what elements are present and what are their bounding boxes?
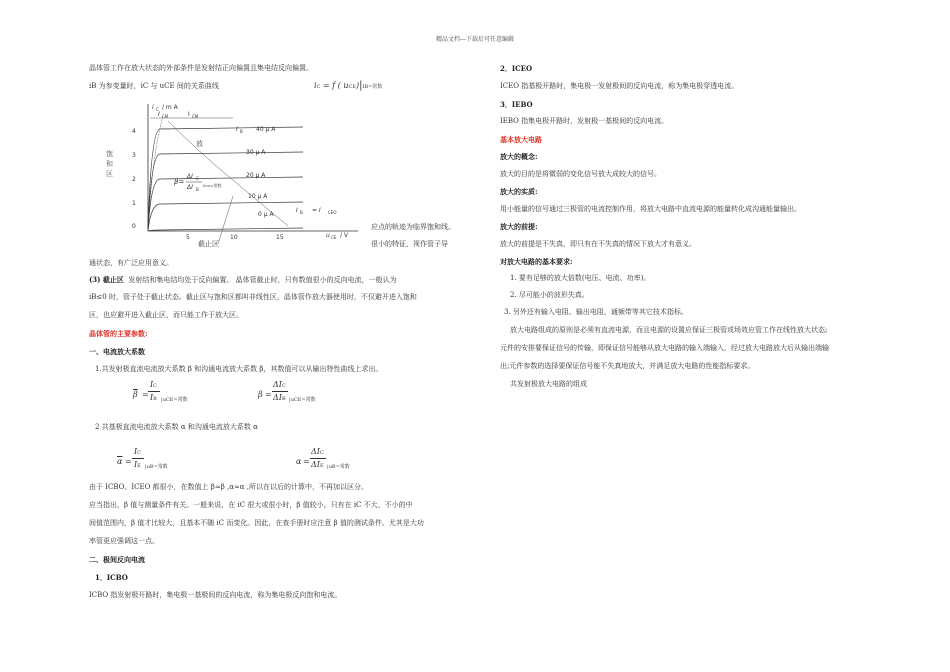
icm-label: I — [158, 111, 160, 118]
frac-sub: C — [153, 383, 157, 389]
paragraph-fragment: 应点的轨迹为临界饱和线。 — [371, 223, 455, 231]
alpha-symbol: $\overline{\alpha}$ — [117, 457, 123, 466]
output-formula: iC = f ( uCE)|IB=常数 — [314, 80, 383, 91]
cond-sub: B — [331, 464, 336, 470]
formula-sub: =常数 — [368, 84, 383, 90]
section-heading: 二、极间反向电流 — [89, 555, 145, 564]
fraction-bar — [148, 391, 160, 392]
formula-symbol: i — [314, 81, 317, 90]
frac-sub: B — [153, 396, 157, 402]
x-tick: 15 — [276, 234, 284, 241]
frac-num: ΔI — [273, 380, 282, 389]
cond: u — [328, 464, 332, 470]
iceo-label: I — [296, 207, 298, 214]
fraction-bar — [272, 391, 288, 392]
paragraph: 区，也应避开进入截止区，而只能工作于放大区。 — [89, 311, 243, 319]
paragraph: 元件的安排要保证信号的传输，即保证信号能够从放大电路的输入端输入，经过放大电路放大后从输出端输 — [500, 344, 829, 352]
section-heading: 放大的前提: — [500, 222, 538, 231]
paragraph: 用小能量的信号通过三极管的电流控制作用，将放大电路中直流电源的能量转化成沟通能量输出。 — [500, 205, 801, 213]
paragraph: 间值范围内，β 值才比较大，且基本不随 iC 而变化。因此，在查手册时应注意 β 值的测试条件。尤其是大功 — [89, 519, 424, 527]
paragraph: 放大的前提是不失真，即只有在不失真的情况下放大才有意义。 — [500, 240, 696, 248]
y-tick: 4 — [132, 128, 136, 135]
paragraph: 由于 ICBO、ICEO 都很小，在数值上 β≈β ,α≈α ,所以在以后的计算中，不再加以区分。 — [89, 483, 368, 491]
curve-label-20: 20 μ A — [246, 172, 266, 179]
paragraph: 共发射极放大电路的组成 — [510, 380, 587, 388]
beta-eq: β= — [174, 178, 185, 186]
saturation-boundary — [148, 116, 163, 231]
amplify-region-label: 放 — [196, 140, 203, 148]
delta-ib: ΔI — [187, 184, 193, 191]
iceo-sub: CEO — [328, 210, 337, 215]
subsection-heading: 1．ICBO — [95, 573, 128, 582]
curve-group — [148, 127, 303, 231]
cond-const: =常数 — [173, 397, 188, 403]
x-axis-unit: / V — [340, 232, 349, 239]
frac-num: I — [134, 447, 138, 456]
paragraph-fragment: 很小的特征，视作管子导 — [371, 240, 448, 248]
list-item: 1. 要有足够的放大倍数(电压、电流、功率)。 — [510, 274, 651, 282]
subsection-heading: 2．ICEO — [500, 64, 533, 73]
frac-sub: C — [319, 450, 324, 456]
iceo-ib-sub: B — [300, 210, 303, 215]
paragraph: ICBO 指发射极开路时，集电极一基极间的反向电流，称为集电极反向饱和电流。 — [89, 591, 342, 599]
ib-sub: B — [240, 129, 243, 134]
frac-den: I — [134, 460, 138, 469]
curve-label-30: 30 μ A — [246, 149, 266, 156]
cond-sub: B — [149, 464, 154, 470]
y-tick: 0 — [132, 223, 136, 230]
formula-symbol: ) — [355, 81, 360, 90]
iceo-eq: = I — [312, 207, 321, 214]
curve-label-10: 10 μ A — [248, 193, 268, 200]
paragraph: 晶体管工作在放大状态的外部条件是发射结正向偏置且集电结反向偏置。 — [89, 64, 313, 72]
paragraph: iB≤0 时，管子处于截止状态。截止区与饱和区都叫非线性区，晶体管作放大器使用时，不仅避开进入饱和 — [89, 293, 417, 301]
eq-symbol: = — [125, 457, 132, 466]
paragraph: ICEO 指基极开路时，集电极一发射极间的反向电流，称为集电极穿透电流。 — [500, 82, 739, 90]
paragraph: IEBO 指集电极开路时，发射极一基极间的反向电流。 — [500, 117, 669, 125]
frac-num: I — [150, 380, 154, 389]
formula-sub: CE — [348, 84, 356, 90]
curve-labels — [236, 126, 276, 218]
frac-sub: E — [319, 463, 324, 469]
subsection-heading: 3．IEBO — [500, 100, 533, 109]
cond-sub: CE — [206, 184, 210, 188]
section-title-red: 晶体管的主要参数: — [89, 329, 148, 338]
paragraph: 通状态，有广泛应用意义。 — [89, 259, 173, 267]
cond-const: =常数 — [335, 464, 350, 470]
cond: u — [162, 397, 166, 403]
icm-sub: CM — [162, 114, 169, 119]
eq-symbol: = — [265, 390, 272, 399]
paragraph: 放大的目的是将微弱的变化信号放大成较大的信号。 — [500, 170, 661, 178]
cond: u — [146, 464, 150, 470]
fraction-bar — [310, 458, 326, 459]
frac-num: ΔI — [311, 447, 320, 456]
formula-sub: I — [362, 84, 365, 90]
paragraph: 2 共基极直流电流放大系数 α 和沟通电流放大系数 α — [95, 423, 258, 431]
cond-const: =常数 — [301, 397, 316, 403]
page-header: 精品文档---下载后可任意编辑 — [435, 36, 515, 43]
paragraph — [89, 275, 397, 285]
alpha-symbol: α — [296, 457, 302, 466]
pcm-sub: CM — [192, 114, 199, 119]
frac-sub: B — [281, 396, 286, 402]
paragraph: 放大电路组成的原则是必须有直流电源，而且电源的设置应保证三极管或场效应管工作在线性放大状态; — [510, 326, 828, 334]
y-tick: 2 — [132, 176, 136, 183]
section-heading: 一、电流放大系数 — [89, 347, 145, 356]
section-heading: 对放大电路的基本要求: — [500, 257, 573, 266]
y-axis-label: i — [152, 104, 154, 111]
frac-sub: C — [137, 450, 141, 456]
paragraph: 出;元件参数的选择要保证信号能不失真地放大，并满足放大电路的性能指标要求。 — [500, 362, 755, 370]
list-item: 2. 尽可能小的波形失真。 — [510, 291, 589, 299]
section-heading: 放大的概念: — [500, 152, 538, 161]
characteristic-curve — [148, 202, 303, 231]
saturation-label: 和 — [106, 160, 113, 168]
y-axis-sub: C — [156, 107, 159, 112]
ib-label: I — [236, 126, 238, 133]
x-tick: 10 — [230, 234, 238, 241]
frac-sub: E — [137, 463, 141, 469]
frac-sub: C — [281, 383, 286, 389]
characteristic-curve — [148, 228, 303, 231]
cond-sub: CE — [165, 397, 174, 403]
paragraph: 率管更应强调这一点。 — [89, 537, 159, 545]
cutoff-region-label: 截止区 — [198, 240, 219, 248]
eq-symbol: = — [303, 457, 310, 466]
formula-sub: B — [364, 84, 369, 90]
frac-den: ΔI — [273, 393, 282, 402]
cond: u — [290, 397, 294, 403]
saturation-label: 区 — [106, 170, 113, 178]
paragraph: 1.共发射极直流电流放大系数 β 和沟通电流放大系数 β，其数值可以从输出特性曲线上求出。 — [95, 365, 383, 373]
formula-sub: C — [316, 84, 321, 90]
eq-symbol: = — [142, 390, 149, 399]
saturation-label: 饱 — [106, 150, 113, 158]
delta-ic: ΔI — [187, 173, 193, 180]
y-tick: 3 — [132, 152, 136, 159]
list-item: 3. 另外还有输入电阻、输出电阻、通频带等其它技术指标。 — [504, 308, 688, 316]
beta-symbol: $\overline{\beta}$ — [133, 390, 138, 399]
output-characteristic-graph — [88, 96, 388, 248]
x-tick: 5 — [186, 234, 190, 241]
fraction-bar — [132, 458, 144, 459]
curve-label-40: 40 μ A — [256, 126, 276, 133]
y-axis-unit: / m A — [162, 104, 178, 111]
sub-b: B — [196, 187, 199, 192]
formula-symbol: = f ( u — [320, 81, 349, 90]
paragraph: iB 为参变量时，iC 与 uCE 间的关系曲线 — [89, 82, 219, 90]
section-title-red: 基本放大电路 — [500, 135, 542, 144]
sub-c: C — [196, 176, 199, 181]
curve-label-0: 0 μ A — [258, 211, 274, 218]
cond: u — [203, 183, 206, 188]
frac-den: I — [150, 393, 154, 402]
cond-const: =常数 — [153, 464, 168, 470]
paragraph: 应当指出，β 值与测量条件有关。一般来说，在 iC 很大或很小时，β 值较小。只有在 iC 不大、不小的中 — [89, 501, 413, 509]
beta-symbol: β — [258, 390, 263, 399]
icm-label: I — [188, 111, 190, 118]
frac-den: ΔI — [311, 460, 320, 469]
y-tick: 1 — [132, 200, 136, 207]
x-axis-label: u — [326, 232, 330, 239]
cond-sub: CE — [293, 397, 302, 403]
section-heading: 放大的实质: — [500, 187, 538, 196]
x-axis-sub: CE — [331, 235, 337, 240]
cutoff-text: 发射结和集电结均处于反向偏置。 晶体管截止时，只有数值很小的反向电流，一般认为 — [128, 276, 397, 284]
cutoff-heading: (3) 截止区 — [89, 275, 124, 284]
cond-const: =常数 — [210, 183, 222, 188]
